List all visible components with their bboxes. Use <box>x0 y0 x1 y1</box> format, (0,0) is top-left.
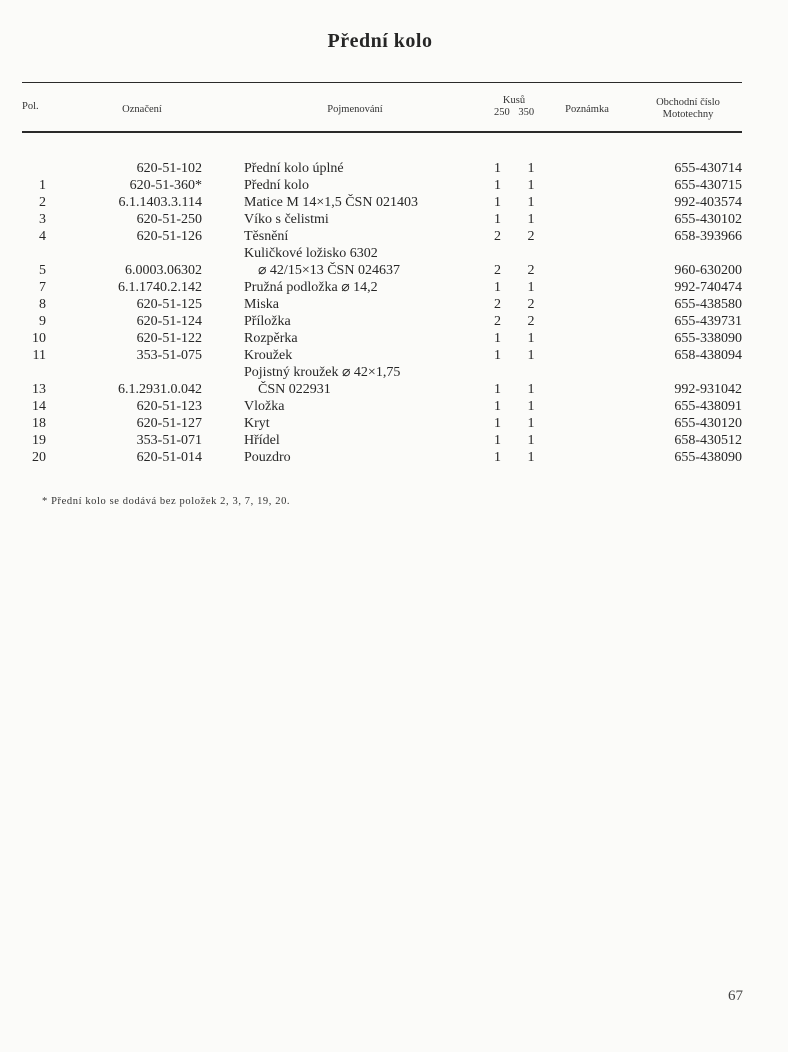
cell-oznaceni: 6.0003.06302 <box>125 263 202 278</box>
cell-poznamka <box>546 296 622 313</box>
cell-gap <box>202 415 244 432</box>
table-row <box>22 398 742 415</box>
cell-poznamka <box>546 160 622 177</box>
cell-pojmenovani <box>244 296 494 313</box>
cell-gap <box>202 211 244 228</box>
cell-obchodni-cislo: 655-338090 <box>674 331 742 346</box>
cell-pol: 8 <box>39 297 46 312</box>
page-title: Přední kolo <box>327 30 433 52</box>
cell-kusu-250: 1 <box>494 161 501 176</box>
table-row <box>22 245 742 279</box>
name-line: Kroužek <box>244 348 293 363</box>
cell-kusu-250: 2 <box>494 229 501 244</box>
table-row <box>22 364 742 398</box>
cell-gap <box>202 330 244 347</box>
cell-obchodni-cislo: 960-630200 <box>674 263 742 278</box>
name-line: Příložka <box>244 314 291 329</box>
cell-obchodni-cislo: 655-438580 <box>674 297 742 312</box>
cell-poznamka <box>546 245 622 279</box>
cell-pol: 3 <box>39 212 46 227</box>
cell-oznaceni: 353-51-075 <box>136 348 202 363</box>
cell-pol: 13 <box>32 382 46 397</box>
cell-pojmenovani <box>244 160 494 177</box>
cell-obchodni-cislo: 655-430102 <box>674 212 742 227</box>
cell-obchodni-cislo: 658-393966 <box>674 229 742 244</box>
header-kusu-350: 350 <box>518 107 535 118</box>
cell-gap <box>202 177 244 194</box>
cell-kusu-250: 1 <box>494 416 501 431</box>
cell-kusu-250: 1 <box>494 382 501 397</box>
name-line: Víko s čelistmi <box>244 212 329 227</box>
cell-kusu-350: 1 <box>527 433 535 448</box>
header-kusu <box>484 95 544 119</box>
cell-oznaceni: 620-51-123 <box>136 399 202 414</box>
cell-oznaceni: 620-51-102 <box>136 161 202 176</box>
parts-table-body <box>22 160 742 466</box>
name-line: Kryt <box>244 416 270 431</box>
cell-pol: 1 <box>39 178 46 193</box>
cell-poznamka <box>546 415 622 432</box>
cell-pojmenovani <box>244 313 494 330</box>
cell-pol <box>22 160 46 177</box>
cell-kusu-250: 1 <box>494 399 501 414</box>
cell-oznaceni: 620-51-124 <box>136 314 202 329</box>
cell-poznamka <box>546 228 622 245</box>
cell-pol: 14 <box>32 399 46 414</box>
cell-pol: 5 <box>39 263 46 278</box>
cell-oznaceni: 6.1.1740.2.142 <box>118 280 202 295</box>
table-row <box>22 228 742 245</box>
cell-pojmenovani <box>244 330 494 347</box>
name-line: Miska <box>244 297 279 312</box>
table-row <box>22 313 742 330</box>
cell-pojmenovani <box>244 398 494 415</box>
table-row <box>22 449 742 466</box>
cell-obchodni-cislo: 655-430120 <box>674 416 742 431</box>
cell-poznamka <box>546 449 622 466</box>
cell-pojmenovani <box>244 211 494 228</box>
cell-poznamka <box>546 432 622 449</box>
cell-poznamka <box>546 194 622 211</box>
cell-kusu-350: 1 <box>527 382 535 397</box>
cell-obchodni-cislo: 655-439731 <box>674 314 742 329</box>
cell-pol: 11 <box>32 348 46 363</box>
cell-obchodni-cislo: 992-931042 <box>674 382 742 397</box>
cell-gap <box>202 194 244 211</box>
cell-kusu-350: 1 <box>527 348 535 363</box>
header-kusu-variants <box>484 107 544 119</box>
name-line: Pojistný kroužek ⌀ 42×1,75 <box>244 365 401 380</box>
cell-poznamka <box>546 330 622 347</box>
table-row <box>22 347 742 364</box>
cell-gap <box>202 228 244 245</box>
cell-kusu-350: 1 <box>527 161 535 176</box>
cell-kusu-250: 1 <box>494 212 501 227</box>
name-line: Kuličkové ložisko 6302 <box>244 246 378 261</box>
cell-pojmenovani <box>244 279 494 296</box>
cell-kusu-350: 1 <box>527 399 535 414</box>
header-obchodni-line1: Obchodní číslo <box>656 97 720 108</box>
footnote: * Přední kolo se dodává bez položek 2, 3, 7, 19, 20. <box>42 496 291 507</box>
cell-poznamka <box>546 177 622 194</box>
cell-obchodni-cislo: 992-740474 <box>674 280 742 295</box>
name-line: ⌀ 42/15×13 ČSN 024637 <box>258 263 400 278</box>
cell-poznamka <box>546 313 622 330</box>
cell-obchodni-cislo: 655-438091 <box>674 399 742 414</box>
cell-poznamka <box>546 211 622 228</box>
header-top-rule <box>22 82 742 83</box>
cell-oznaceni: 620-51-014 <box>136 450 202 465</box>
cell-oznaceni: 620-51-250 <box>136 212 202 227</box>
cell-oznaceni: 620-51-360* <box>129 178 202 193</box>
header-oznaceni: Označení <box>122 104 162 115</box>
cell-gap <box>202 313 244 330</box>
cell-gap <box>202 296 244 313</box>
cell-gap <box>202 449 244 466</box>
cell-kusu-350: 1 <box>527 331 535 346</box>
name-line: Rozpěrka <box>244 331 298 346</box>
cell-pojmenovani <box>244 228 494 245</box>
header-kusu-label: Kusů <box>502 95 526 106</box>
cell-kusu-350: 1 <box>527 416 535 431</box>
cell-oznaceni: 620-51-125 <box>136 297 202 312</box>
cell-kusu-350: 1 <box>527 280 535 295</box>
cell-oznaceni: 620-51-126 <box>136 229 202 244</box>
cell-gap <box>202 279 244 296</box>
name-line: ČSN 022931 <box>258 382 331 397</box>
cell-kusu-250: 1 <box>494 280 501 295</box>
cell-kusu-350: 1 <box>527 178 535 193</box>
cell-kusu-350: 2 <box>527 297 535 312</box>
cell-obchodni-cislo: 658-438094 <box>674 348 742 363</box>
cell-kusu-350: 2 <box>527 314 535 329</box>
cell-kusu-350: 1 <box>527 212 535 227</box>
name-line: Pružná podložka ⌀ 14,2 <box>244 280 378 295</box>
cell-gap <box>202 245 244 279</box>
name-line: Těsnění <box>244 229 289 244</box>
cell-kusu-250: 1 <box>494 450 501 465</box>
table-row <box>22 211 742 228</box>
cell-pol: 2 <box>39 195 46 210</box>
cell-pojmenovani <box>244 194 494 211</box>
cell-kusu-250: 1 <box>494 178 501 193</box>
table-row <box>22 296 742 313</box>
cell-oznaceni: 353-51-071 <box>136 433 202 448</box>
cell-poznamka <box>546 364 622 398</box>
name-line: Matice M 14×1,5 ČSN 021403 <box>244 195 418 210</box>
cell-pol: 7 <box>39 280 46 295</box>
cell-pojmenovani <box>244 245 494 279</box>
header-obchodni-line2: Mototechny <box>662 109 714 120</box>
cell-gap <box>202 432 244 449</box>
table-row <box>22 194 742 211</box>
cell-obchodni-cislo: 655-438090 <box>674 450 742 465</box>
cell-pojmenovani <box>244 432 494 449</box>
name-line: Vložka <box>244 399 285 414</box>
table-row <box>22 330 742 347</box>
cell-pojmenovani <box>244 347 494 364</box>
header-pojmenovani: Pojmenování <box>327 104 383 115</box>
page-number: 67 <box>728 988 743 1004</box>
cell-poznamka <box>546 279 622 296</box>
table-row <box>22 160 742 177</box>
cell-pol: 20 <box>32 450 46 465</box>
header-poznamka: Poznámka <box>565 104 609 115</box>
cell-pol: 9 <box>39 314 46 329</box>
table-row <box>22 279 742 296</box>
header-pol: Pol. <box>22 101 39 112</box>
name-line: Hřídel <box>244 433 280 448</box>
cell-kusu-350: 2 <box>527 229 535 244</box>
table-row <box>22 177 742 194</box>
cell-pojmenovani <box>244 449 494 466</box>
name-line: Přední kolo úplné <box>244 161 344 176</box>
cell-kusu-250: 2 <box>494 314 501 329</box>
cell-pojmenovani <box>244 177 494 194</box>
cell-pojmenovani <box>244 415 494 432</box>
parts-table <box>22 160 742 466</box>
cell-kusu-350: 1 <box>527 450 535 465</box>
cell-gap <box>202 364 244 398</box>
cell-kusu-250: 2 <box>494 263 501 278</box>
cell-obchodni-cislo: 658-430512 <box>674 433 742 448</box>
cell-gap <box>202 347 244 364</box>
cell-poznamka <box>546 347 622 364</box>
cell-oznaceni: 6.1.2931.0.042 <box>118 382 202 397</box>
cell-obchodni-cislo: 655-430714 <box>674 161 742 176</box>
header-obchodni-cislo <box>638 97 738 121</box>
cell-pol: 4 <box>39 229 46 244</box>
table-row <box>22 432 742 449</box>
cell-oznaceni: 620-51-122 <box>136 331 202 346</box>
cell-obchodni-cislo: 655-430715 <box>674 178 742 193</box>
cell-kusu-250: 1 <box>494 433 501 448</box>
cell-gap <box>202 160 244 177</box>
cell-kusu-250: 1 <box>494 348 501 363</box>
header-kusu-250: 250 <box>493 107 510 118</box>
cell-gap <box>202 398 244 415</box>
cell-kusu-250: 1 <box>494 195 501 210</box>
cell-kusu-350: 2 <box>527 263 535 278</box>
cell-pol: 19 <box>32 433 46 448</box>
name-line: Pouzdro <box>244 450 291 465</box>
header-bottom-rule <box>22 131 742 133</box>
cell-kusu-250: 1 <box>494 331 501 346</box>
cell-oznaceni: 6.1.1403.3.114 <box>118 195 202 210</box>
name-line: Přední kolo <box>244 178 309 193</box>
cell-pol: 18 <box>32 416 46 431</box>
cell-pojmenovani <box>244 364 494 398</box>
table-row <box>22 415 742 432</box>
cell-obchodni-cislo: 992-403574 <box>674 195 742 210</box>
cell-kusu-350: 1 <box>527 195 535 210</box>
cell-pol: 10 <box>32 331 46 346</box>
cell-poznamka <box>546 398 622 415</box>
cell-kusu-250: 2 <box>494 297 501 312</box>
cell-oznaceni: 620-51-127 <box>136 416 202 431</box>
